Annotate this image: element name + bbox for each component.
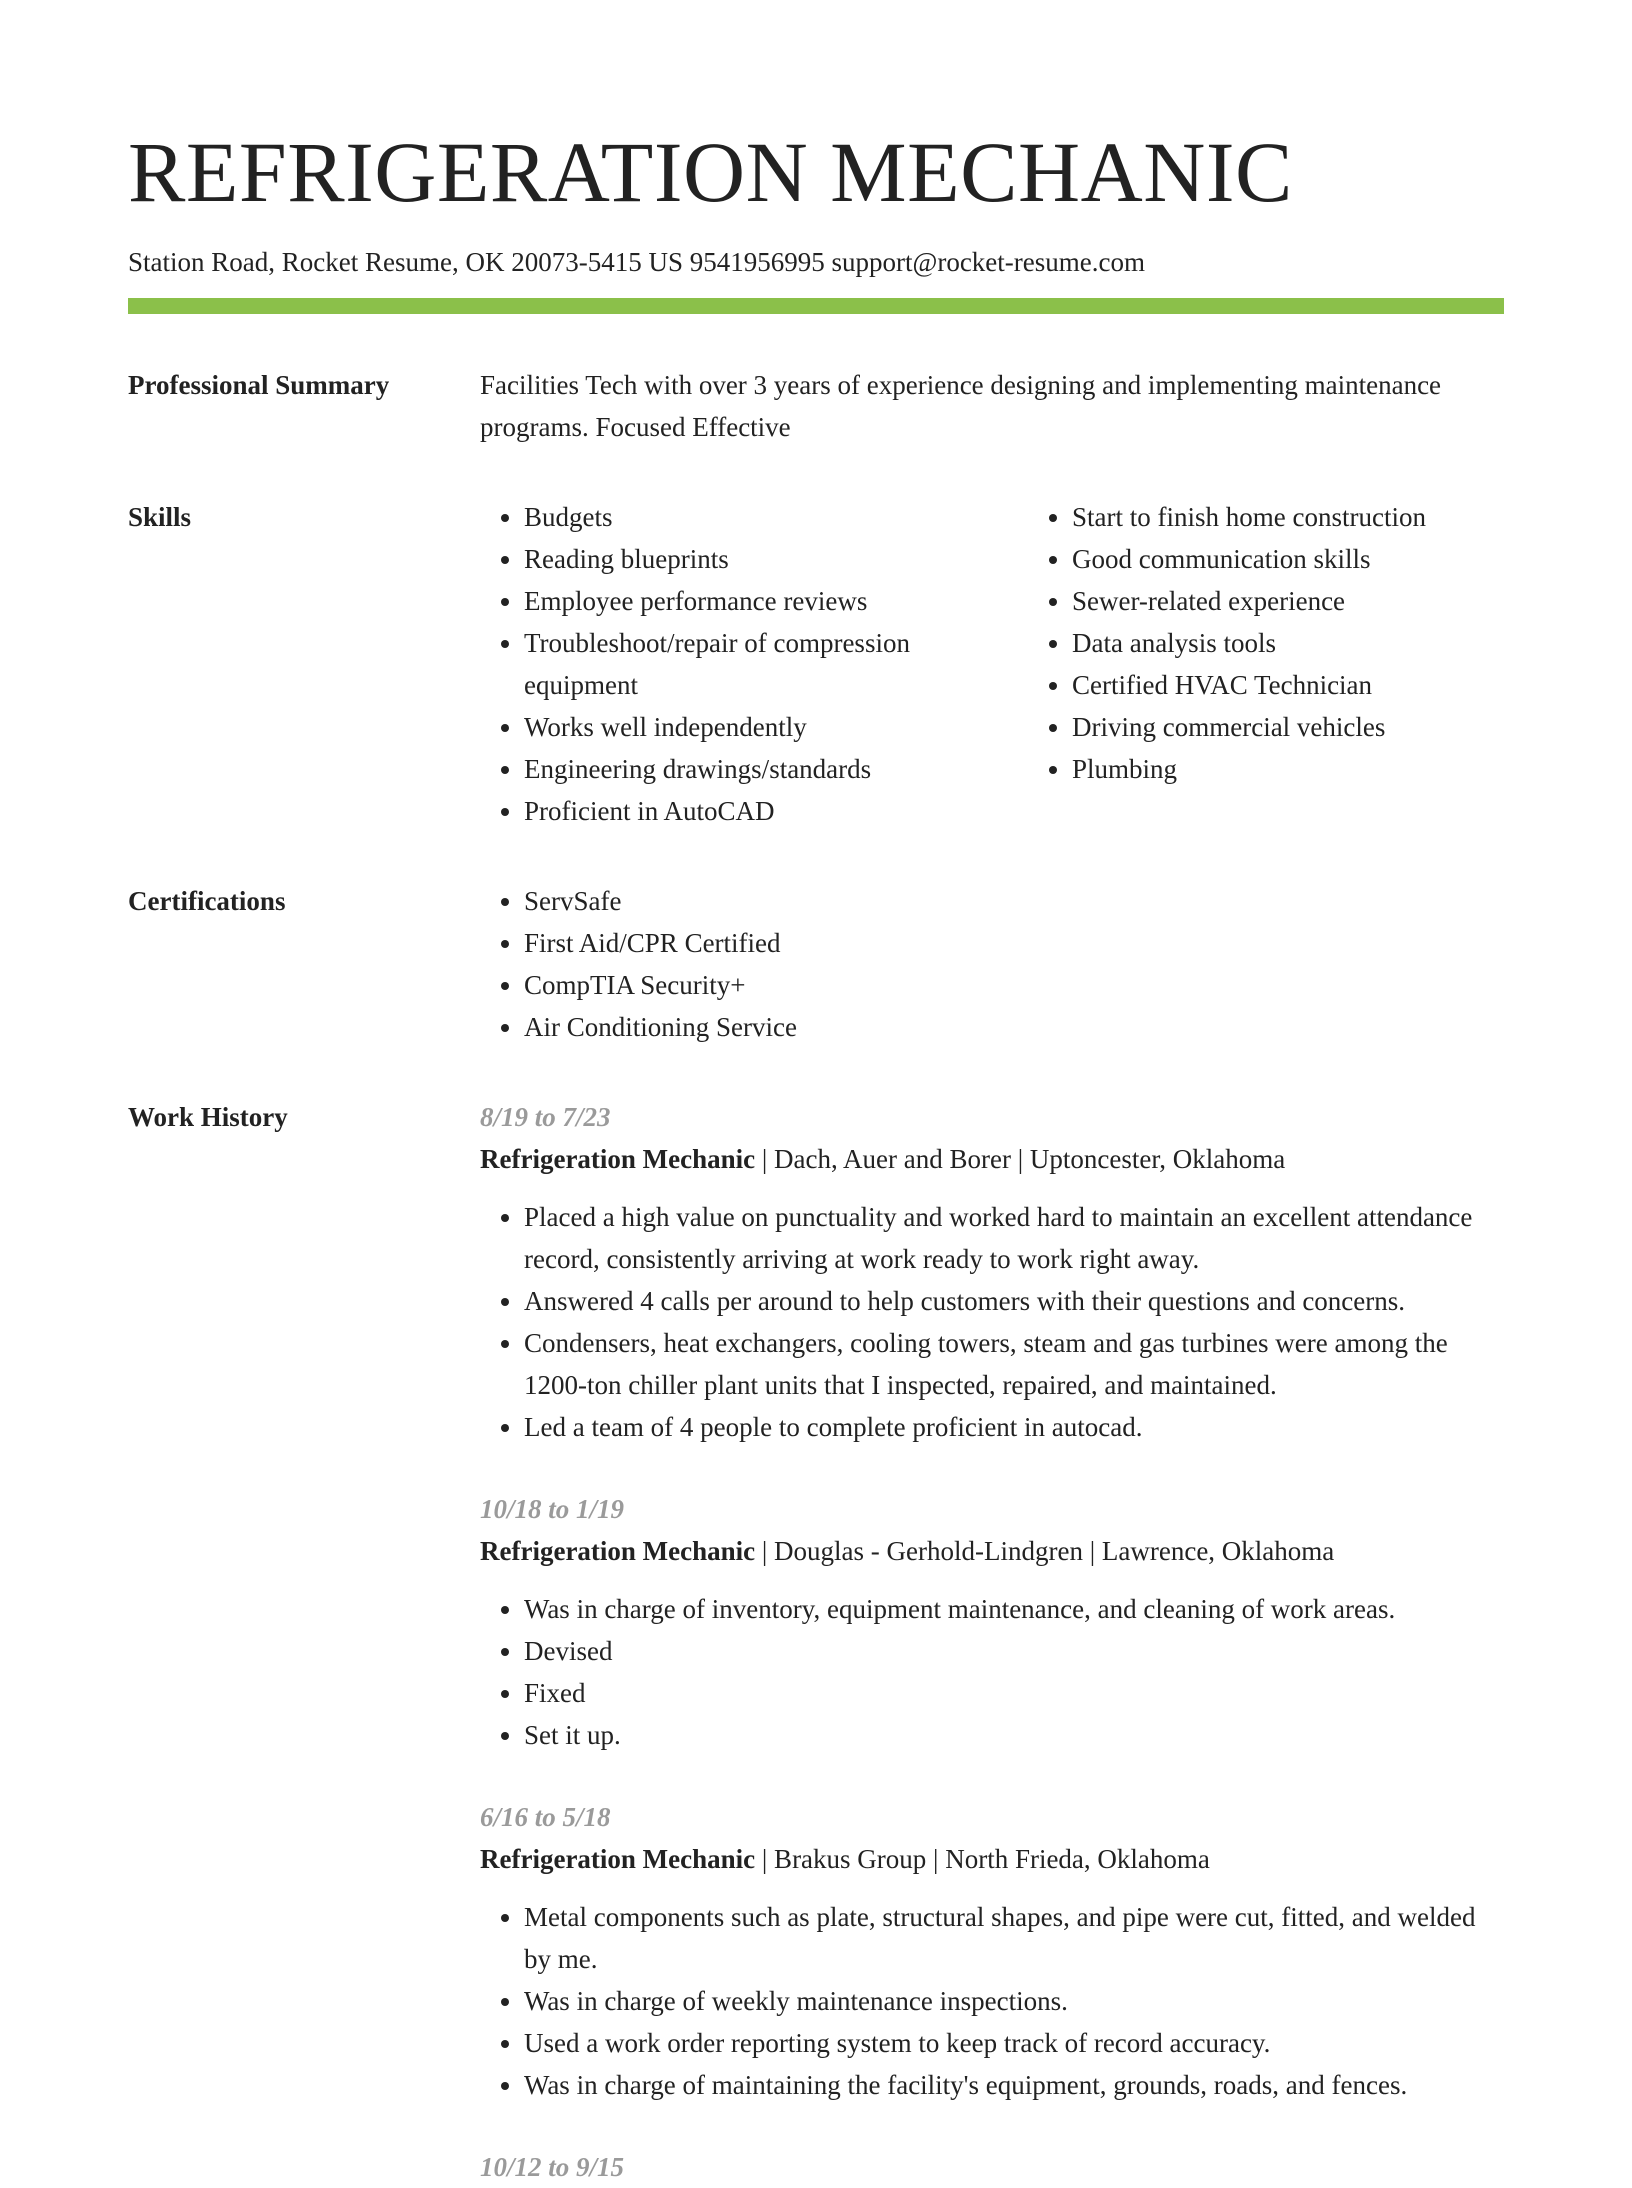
job-bullet: • Led a team of 4 people to complete proficient in autocad.: [524, 1406, 1504, 1448]
skill-item: • Data analysis tools: [1072, 622, 1504, 664]
skill-item: • Reading blueprints: [524, 538, 1028, 580]
contact-email[interactable]: support@rocket-resume.com: [831, 247, 1145, 277]
certification-item: • ServSafe: [524, 880, 1504, 922]
skills-list-left: [480, 496, 1028, 832]
job-entry: [480, 1096, 1504, 1448]
job-bullet: • Metal components such as plate, structural shapes, and pipe were cut, fitted, and welded by me.: [524, 1896, 1504, 1980]
job-bullet: • Devised: [524, 1630, 1504, 1672]
summary-label: Professional Summary: [128, 370, 390, 400]
skill-item: • Driving commercial vehicles: [1072, 706, 1504, 748]
contact-phone: 9541956995: [689, 247, 825, 277]
skill-item: • Troubleshoot/repair of compression equipment: [524, 622, 1028, 706]
job-entry: [480, 1796, 1504, 2106]
job-bullet: • Was in charge of inventory, equipment maintenance, and cleaning of work areas.: [524, 1588, 1504, 1630]
skill-item: • Budgets: [524, 496, 1028, 538]
job-dates: 8/19 to 7/23: [480, 1102, 611, 1132]
job-bullets: [480, 1196, 1504, 1448]
work-history-body: [480, 1096, 1504, 2188]
job-details: | Dach, Auer and Borer | Uptoncester, Oklahoma: [755, 1144, 1286, 1174]
summary-section: [128, 364, 1504, 448]
job-bullet: • Placed a high value on punctuality and worked hard to maintain an excellent attendance record, consistently arriving at work ready to work right away.: [524, 1196, 1504, 1280]
job-heading: [480, 1138, 1504, 1180]
resume-name-heading: REFRIGERATION MECHANIC: [128, 124, 1293, 220]
skill-item: • Engineering drawings/standards: [524, 748, 1028, 790]
skill-item: • Employee performance reviews: [524, 580, 1028, 622]
skill-item: • Start to finish home construction: [1072, 496, 1504, 538]
certifications-section: [128, 880, 1504, 1048]
skill-item: • Certified HVAC Technician: [1072, 664, 1504, 706]
skill-item: • Plumbing: [1072, 748, 1504, 790]
job-bullet: • Was in charge of maintaining the facility's equipment, grounds, roads, and fences.: [524, 2064, 1504, 2106]
job-entry: [480, 2146, 1504, 2188]
skills-section: [128, 496, 1504, 832]
certifications-label: Certifications: [128, 886, 286, 916]
certification-item: • First Aid/CPR Certified: [524, 922, 1504, 964]
summary-text: Facilities Tech with over 3 years of experience designing and implementing maintenance programs. Focused Effective: [480, 370, 1442, 442]
job-bullet: • Fixed: [524, 1672, 1504, 1714]
job-bullet: • Condensers, heat exchangers, cooling towers, steam and gas turbines were among the 1200-ton chiller plant units that I inspected, repaired, and maintained.: [524, 1322, 1504, 1406]
skill-item: • Sewer-related experience: [1072, 580, 1504, 622]
job-heading: [480, 1838, 1504, 1880]
job-entry: [480, 1488, 1504, 1756]
skill-item: • Good communication skills: [1072, 538, 1504, 580]
skills-label: Skills: [128, 502, 192, 532]
certifications-list: [480, 880, 1504, 1048]
job-details: | Brakus Group | North Frieda, Oklahoma: [755, 1844, 1210, 1874]
job-title: Refrigeration Mechanic: [480, 1144, 756, 1174]
certifications-body: [480, 880, 1504, 1048]
job-title: Refrigeration Mechanic: [480, 1536, 756, 1566]
certification-item: • CompTIA Security+: [524, 964, 1504, 1006]
job-bullets: [480, 1896, 1504, 2106]
skills-list-right: [1028, 496, 1504, 832]
work-history-section: [128, 1096, 1504, 2188]
contact-line: [128, 244, 1504, 280]
job-bullet: • Used a work order reporting system to keep track of record accuracy.: [524, 2022, 1504, 2064]
job-bullet: • Set it up.: [524, 1714, 1504, 1756]
job-details: | Douglas - Gerhold-Lindgren | Lawrence, Oklahoma: [755, 1536, 1335, 1566]
header-divider: [128, 298, 1504, 314]
work-history-label: Work History: [128, 1102, 288, 1132]
job-dates: 6/16 to 5/18: [480, 1802, 611, 1832]
summary-body: [480, 364, 1504, 448]
certification-item: • Air Conditioning Service: [524, 1006, 1504, 1048]
job-dates: 10/12 to 9/15: [480, 2152, 625, 2182]
skills-body: [480, 496, 1504, 832]
job-title: Refrigeration Mechanic: [480, 1844, 756, 1874]
job-bullet: • Answered 4 calls per around to help customers with their questions and concerns.: [524, 1280, 1504, 1322]
resume-page: [128, 112, 1504, 2188]
job-bullets: [480, 1588, 1504, 1756]
job-heading: [480, 1530, 1504, 1572]
job-dates: 10/18 to 1/19: [480, 1494, 625, 1524]
skill-item: • Works well independently: [524, 706, 1028, 748]
skill-item: • Proficient in AutoCAD: [524, 790, 1028, 832]
contact-address: Station Road, Rocket Resume, OK 20073-5415 US: [128, 247, 683, 277]
job-bullet: • Was in charge of weekly maintenance inspections.: [524, 1980, 1504, 2022]
